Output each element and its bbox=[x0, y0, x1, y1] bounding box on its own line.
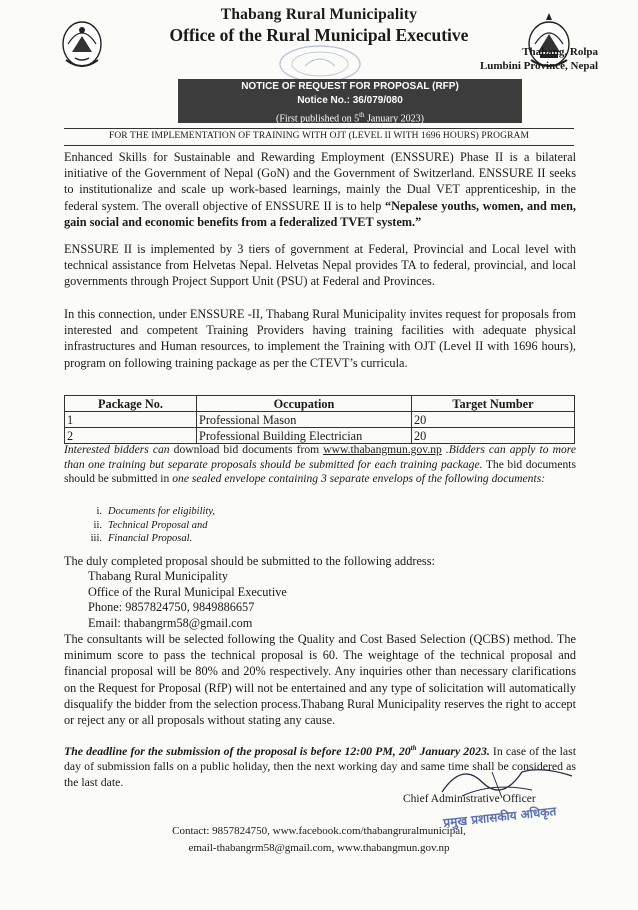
notice-title: NOTICE OF REQUEST FOR PROPOSAL (RFP) bbox=[241, 81, 459, 92]
table-cell: Professional Building Electrician bbox=[197, 428, 412, 444]
program-line: FOR THE IMPLEMENTATION OF TRAINING WITH OJT (LEVEL II WITH 1696 HOURS) PROGRAM bbox=[108, 131, 530, 141]
bid-docs-link[interactable]: www.thabangmun.gov.np bbox=[323, 443, 442, 456]
address-line: Phone: 9857824750, 9849886657 bbox=[88, 600, 255, 614]
address-line-1: Thabang, Rolpa bbox=[522, 46, 598, 58]
th-target: Target Number bbox=[412, 396, 575, 412]
signatory-title: Chief Administrative Officer bbox=[403, 793, 536, 805]
office-seal-icon bbox=[275, 38, 365, 82]
bidders-paragraph: Interested bidders can download bid documents from www.thabangmun.gov.np .Bidders can apply to more than one training but separate proposals should be submitted for each training package. The bid documents should be submitted in one sealed envelope containing 3 separate envelops of the following documents: bbox=[64, 443, 576, 485]
top-rule bbox=[64, 128, 574, 129]
th-occupation: Occupation bbox=[197, 396, 412, 412]
implementation-paragraph: ENSSURE II is implemented by 3 tiers of government at Federal, Provincial and Local level with technical assistance from Helvetas Nepal. Helvetas Nepal provides TA to federal, provincial, and local governments through Project Support Unit (PSU) at Federal and Provinces. bbox=[64, 242, 576, 289]
list-item: i. Documents for eligibility, bbox=[96, 506, 216, 517]
table-cell: 2 bbox=[65, 428, 197, 444]
footer-email: email-thabangrm58@gmail.com, www.thabangmun.gov.np bbox=[188, 842, 450, 854]
address-line: Office of the Rural Municipal Executive bbox=[88, 584, 287, 599]
list-item: iii. Financial Proposal. bbox=[90, 533, 193, 544]
table-row bbox=[65, 428, 575, 444]
submission-address bbox=[88, 569, 287, 631]
program-rule bbox=[64, 145, 574, 146]
invitation-paragraph: In this connection, under ENSSURE -II, Thabang Rural Municipality invites request for proposals from interested and competent Training Providers having training facilities with adequate physical infrastructures and Human resources, to implement the Training with OJT (Level II with 1696 hours), program on following training package as per the CTEVT’s curricula. bbox=[64, 307, 576, 370]
submission-intro: The duly completed proposal should be submitted to the following address: bbox=[64, 554, 435, 568]
deadline-paragraph: The deadline for the submission of the proposal is before 12:00 PM, 20th January 2023. In case of the last day of submission falls on a public holiday, then the next working day and same time shall be considered as the last date. bbox=[64, 743, 576, 789]
table-cell: Professional Mason bbox=[197, 412, 412, 428]
table-cell: 1 bbox=[65, 412, 197, 428]
address-line: Email: thabangrm58@gmail.com bbox=[88, 615, 253, 630]
notice-banner bbox=[178, 79, 522, 123]
list-item: ii. Technical Proposal and bbox=[93, 519, 208, 531]
footer-contact: Contact: 9857824750, www.facebook.com/thabangruralmunicipal, bbox=[172, 825, 466, 837]
selection-paragraph: The consultants will be selected following the Quality and Cost Based Selection (QCBS) method. The minimum score to pass the technical proposal is 60. The weightage of the technical proposal and financial proposal will be 80% and 20% respectively. Any inquiries other than necessary clarifications on the Request for Proposal (RfP) will not be entertained and any type of solicitation will automatically disqualify the bidder from the selection process.Thabang Rural Municipality reserves the right to accept or reject any or all proposals without stating any cause. bbox=[64, 632, 576, 728]
table-row bbox=[65, 412, 575, 428]
table-cell: 20 bbox=[412, 428, 575, 444]
official-stamp: प्रमुख प्रशासकीय अधिकृत bbox=[442, 804, 557, 830]
intro-paragraph: Enhanced Skills for Sustainable and Rewarding Employment (ENSSURE) Phase II is a bilateral initiative of the Government of Nepal (GoN) and the Government of Switzerland. ENSSURE II seeks to institutionalize and scale up work-based learnings, mainly the Dual VET apprenticeship, in the federal system. The overall objective of ENSSURE II is to help “Nepalese youths, women, and men, gain social and economic benefits from a federalized TVET system.” bbox=[64, 150, 576, 229]
th-package: Package No. bbox=[65, 396, 197, 412]
published-date: (First published on 5th January 2023) bbox=[276, 111, 424, 125]
package-table bbox=[64, 395, 575, 444]
address-line: Thabang Rural Municipality bbox=[88, 569, 229, 583]
notice-number: Notice No.: 36/079/080 bbox=[297, 95, 403, 106]
table-header-row bbox=[65, 396, 575, 412]
table-cell: 20 bbox=[412, 412, 575, 428]
documents-list bbox=[88, 505, 215, 546]
org-name: Thabang Rural Municipality bbox=[220, 6, 418, 23]
address-line-2: Lumbini Province, Nepal bbox=[479, 60, 598, 72]
office-name: Office of the Rural Municipal Executive bbox=[169, 25, 469, 45]
